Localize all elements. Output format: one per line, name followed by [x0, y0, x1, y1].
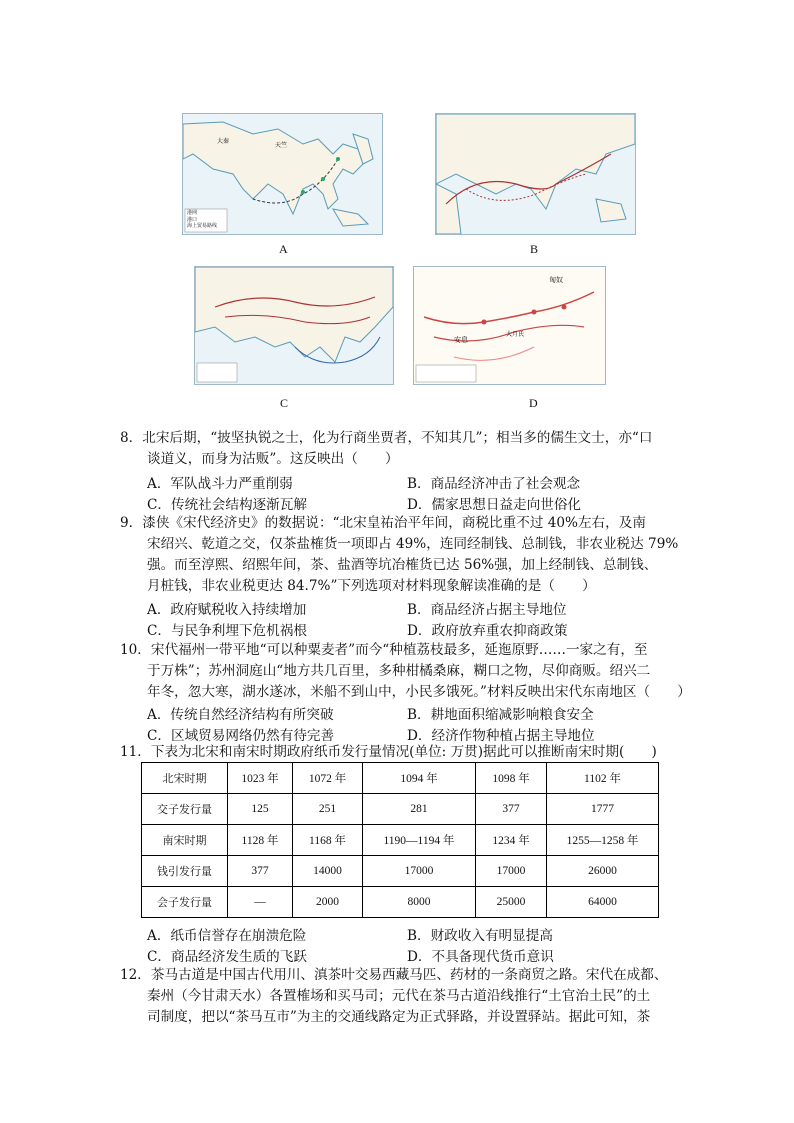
table-row	[142, 763, 659, 794]
question-8-line-1: 8．北宋后期，“披坚执锐之士，化为行商坐贾者，不知其几”；相当多的儒生文士，亦“口	[120, 430, 653, 446]
table-cell: 26000	[547, 856, 659, 887]
table-row	[142, 887, 659, 918]
map-d-image	[414, 267, 605, 384]
question-9-line-4: 月桩钱，非农业税更达 84.7%”下列选项对材料现象解读准确的是（ ）	[147, 578, 596, 594]
table-cell: 北宋时期	[142, 763, 228, 794]
map-a-legend	[187, 210, 217, 230]
table-cell: —	[228, 887, 293, 918]
map-d-place-0: 匈奴	[549, 276, 563, 284]
table-cell: 1128 年	[228, 825, 293, 856]
q10-option-c[interactable]: C．区域贸易网络仍然有待完善	[147, 728, 335, 744]
table-cell: 1072 年	[293, 763, 363, 794]
question-9-line-1: 9．漆侠《宋代经济史》的数据说：“北宋皇祐治平年间，商税比重不过 40%左右，及南	[120, 515, 646, 531]
map-a-place-0: 天竺	[275, 142, 288, 149]
table-cell: 25000	[476, 887, 547, 918]
question-10-line-3: 年冬，忽大寒，湖水遂冰，米船不到山中，小民多饿死。”材料反映出宋代东南地区（ ）	[147, 684, 691, 700]
question-12-line-1: 12．茶马古道是中国古代用川、滇茶叶交易西藏马匹、药材的一条商贸之路。宋代在成都、	[120, 967, 668, 983]
table-cell: 1255—1258 年	[547, 825, 659, 856]
map-d-label: D	[529, 396, 538, 410]
q11-option-a[interactable]: A．纸币信誉存在崩溃危险	[147, 928, 307, 944]
map-b-label: B	[530, 242, 539, 256]
table-cell: 17000	[363, 856, 476, 887]
table-cell: 会子发行量	[142, 887, 228, 918]
q9-option-d[interactable]: D．政府放弃重农抑商政策	[407, 623, 568, 639]
map-c	[194, 266, 394, 385]
table-cell: 64000	[547, 887, 659, 918]
table-row	[142, 794, 659, 825]
table-row	[142, 856, 659, 887]
table-cell: 281	[363, 794, 476, 825]
paper-money-table	[141, 762, 659, 918]
table-cell: 17000	[476, 856, 547, 887]
question-10	[120, 640, 691, 703]
question-8-line-2: 谈道义，而身为沽贩”。这反映出（ ）	[147, 451, 399, 467]
q8-option-d[interactable]: D．儒家思想日益走向世俗化	[407, 497, 582, 513]
q8-option-c[interactable]: C．传统社会结构逐渐瓦解	[147, 497, 307, 513]
map-d	[413, 266, 606, 385]
q10-option-a[interactable]: A．传统自然经济结构有所突破	[147, 707, 334, 723]
question-9-line-3: 强。而至淳熙、绍熙年间，茶、盐酒等坑冶榷货已达 56%强，加上经制钱、总制钱、	[147, 557, 658, 573]
table-cell: 125	[228, 794, 293, 825]
question-10-line-1: 10．宋代福州一带平地“可以种粟麦者”而今“种植荔枝最多，延迤原野……一家之有，至	[120, 642, 648, 658]
question-12	[120, 965, 680, 1028]
question-12-line-2: 秦州（今甘肃天水）各置榷场和买马司；元代在茶马古道沿线推行“土官治土民”的土	[147, 988, 651, 1004]
table-cell: 1168 年	[293, 825, 363, 856]
question-10-line-2: 于万株”；苏州洞庭山“地方共几百里，多种柑橘桑麻，糊口之物，尽仰商贩。绍兴二	[147, 663, 651, 679]
table-cell: 1098 年	[476, 763, 547, 794]
table-row	[142, 825, 659, 856]
q9-option-a[interactable]: A．政府赋税收入持续增加	[147, 602, 307, 618]
table-cell: 1190—1194 年	[363, 825, 476, 856]
map-c-label: C	[280, 396, 289, 410]
map-a-legend-item: 海上贸易路线	[187, 223, 218, 229]
q8-option-b[interactable]: B．商品经济冲击了社会观念	[407, 476, 581, 492]
q8-option-a[interactable]: A．军队战斗力严重削弱	[147, 476, 293, 492]
q10-option-b[interactable]: B．耕地面积缩减影响粮食安全	[407, 707, 594, 723]
question-11	[120, 742, 680, 763]
table-cell: 1777	[547, 794, 659, 825]
question-9	[120, 513, 680, 597]
question-11-line-1: 11．下表为北宋和南宋时期政府纸币发行量情况(单位: 万贯)据此可以推断南宋时期( )	[120, 744, 657, 760]
map-d-place-2: 安息	[454, 336, 468, 344]
table-cell: 8000	[363, 887, 476, 918]
table-cell: 377	[476, 794, 547, 825]
table-cell: 1094 年	[363, 763, 476, 794]
table-cell: 1102 年	[547, 763, 659, 794]
table-cell: 南宋时期	[142, 825, 228, 856]
map-a	[182, 113, 383, 235]
table-cell: 1023 年	[228, 763, 293, 794]
question-8	[120, 428, 680, 470]
map-a-label: A	[279, 242, 288, 256]
table-cell: 钱引发行量	[142, 856, 228, 887]
question-9-line-2: 宋绍兴、乾道之交，仅茶盐榷货一项即占 49%，连同经制钱、总制钱，非农业税达 79%	[147, 536, 679, 552]
table-cell: 14000	[293, 856, 363, 887]
table-cell: 交子发行量	[142, 794, 228, 825]
q11-option-c[interactable]: C．商品经济发生质的飞跃	[147, 949, 307, 965]
table-cell: 2000	[293, 887, 363, 918]
map-b-image	[436, 114, 635, 234]
q9-option-c[interactable]: C．与民争利埋下危机祸根	[147, 623, 307, 639]
table-cell: 1234 年	[476, 825, 547, 856]
table-cell: 377	[228, 856, 293, 887]
map-a-place-1: 大秦	[217, 138, 230, 145]
q10-option-d[interactable]: D．经济作物种植占据主导地位	[407, 728, 595, 744]
map-b	[435, 113, 636, 235]
map-a-legend-item: 港口	[187, 216, 198, 223]
q11-option-b[interactable]: B．财政收入有明显提高	[407, 928, 553, 944]
table-cell: 251	[293, 794, 363, 825]
map-a-legend-item: 港网	[187, 210, 198, 216]
map-c-image	[195, 267, 393, 384]
map-d-place-1: 大月氏	[506, 331, 525, 338]
q11-option-d[interactable]: D．不具备现代货币意识	[407, 949, 554, 965]
q9-option-b[interactable]: B．商品经济占据主导地位	[407, 602, 567, 618]
question-12-line-3: 司制度，把以“茶马互市”为主的交通线路定为正式驿路，并设置驿站。据此可知，茶	[147, 1009, 651, 1025]
